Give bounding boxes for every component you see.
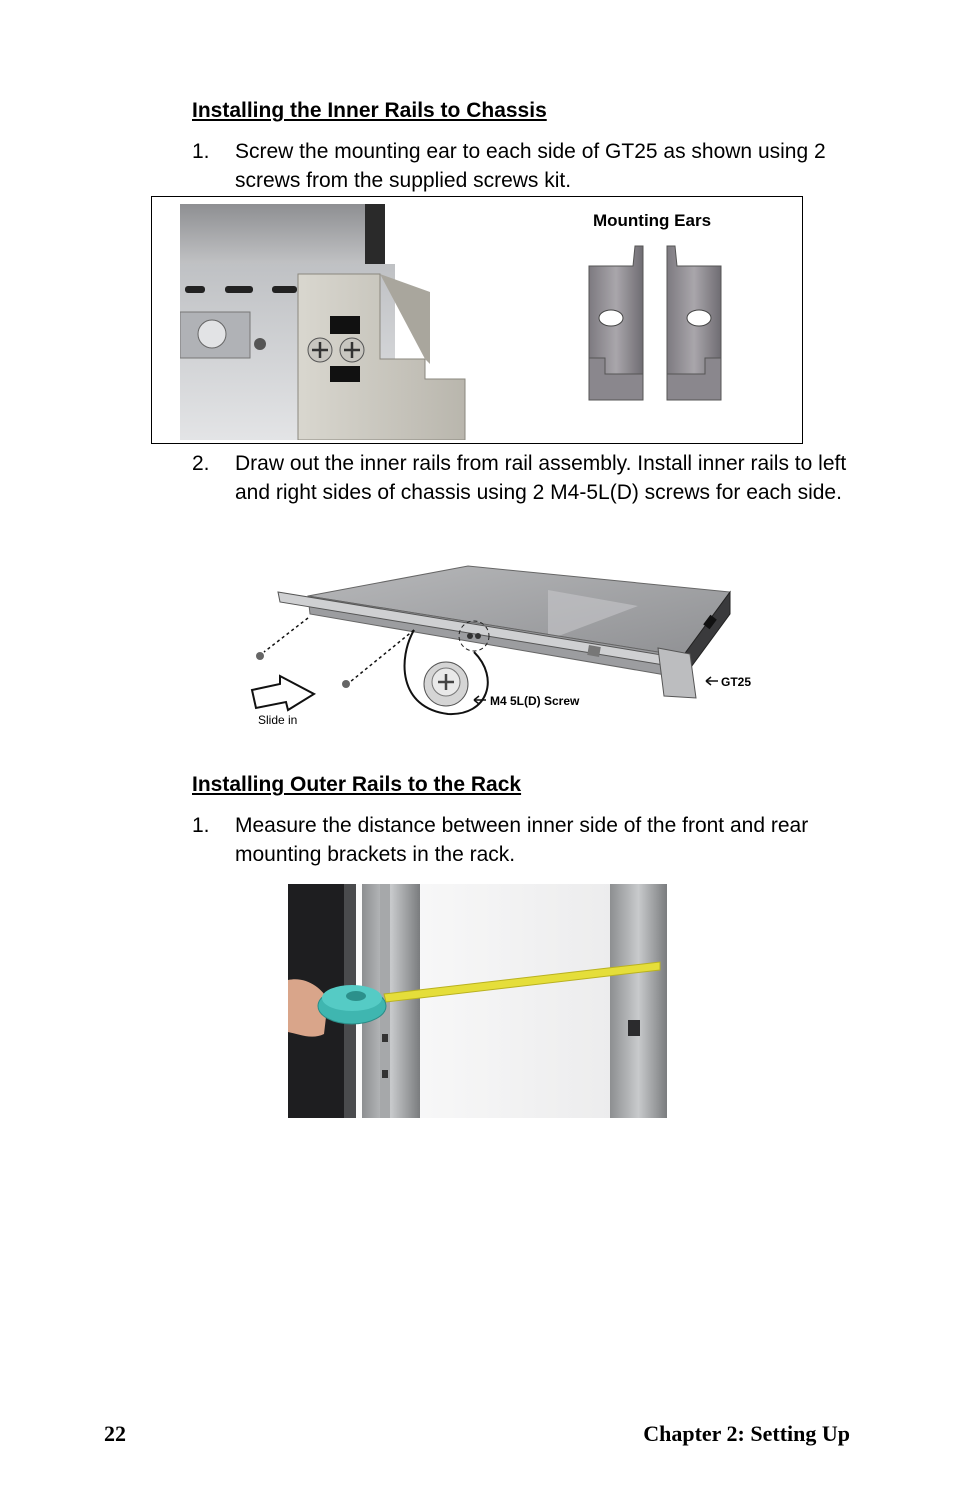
step-text: Draw out the inner rails from rail assembly. Install inner rails to left and right sides of chassis using 2 M4-5L(D) screws for each side. bbox=[235, 452, 847, 504]
rail-install-diagram bbox=[238, 548, 758, 752]
chapter-title: Chapter 2: Setting Up bbox=[643, 1421, 850, 1446]
mounting-ears-label: Mounting Ears bbox=[592, 211, 712, 230]
step-text: Screw the mounting ear to each side of GT25 as shown using 2 screws from the supplied screws kit. bbox=[235, 140, 826, 192]
slide-in-label: Slide in bbox=[258, 713, 298, 727]
mounting-ears-photo bbox=[585, 242, 755, 410]
tape-measure-photo bbox=[288, 884, 667, 1118]
step-item bbox=[192, 811, 852, 869]
section-heading-outer-rails: Installing Outer Rails to the Rack bbox=[192, 773, 522, 796]
step-number: 1. bbox=[192, 814, 210, 837]
step-item bbox=[192, 449, 852, 507]
step-number: 2. bbox=[192, 452, 210, 475]
step-item bbox=[192, 137, 852, 195]
section-heading-inner-rails: Installing the Inner Rails to Chassis bbox=[192, 99, 547, 122]
step-number: 1. bbox=[192, 140, 210, 163]
chassis-photo bbox=[180, 204, 492, 440]
page-number: 22 bbox=[104, 1421, 126, 1446]
gt25-label: GT25 bbox=[721, 675, 752, 689]
figure-mounting-ears bbox=[151, 196, 803, 444]
step-text: Measure the distance between inner side of the front and rear mounting brackets in the rack. bbox=[235, 814, 809, 866]
screw-label: M4 5L(D) Screw bbox=[490, 694, 580, 708]
